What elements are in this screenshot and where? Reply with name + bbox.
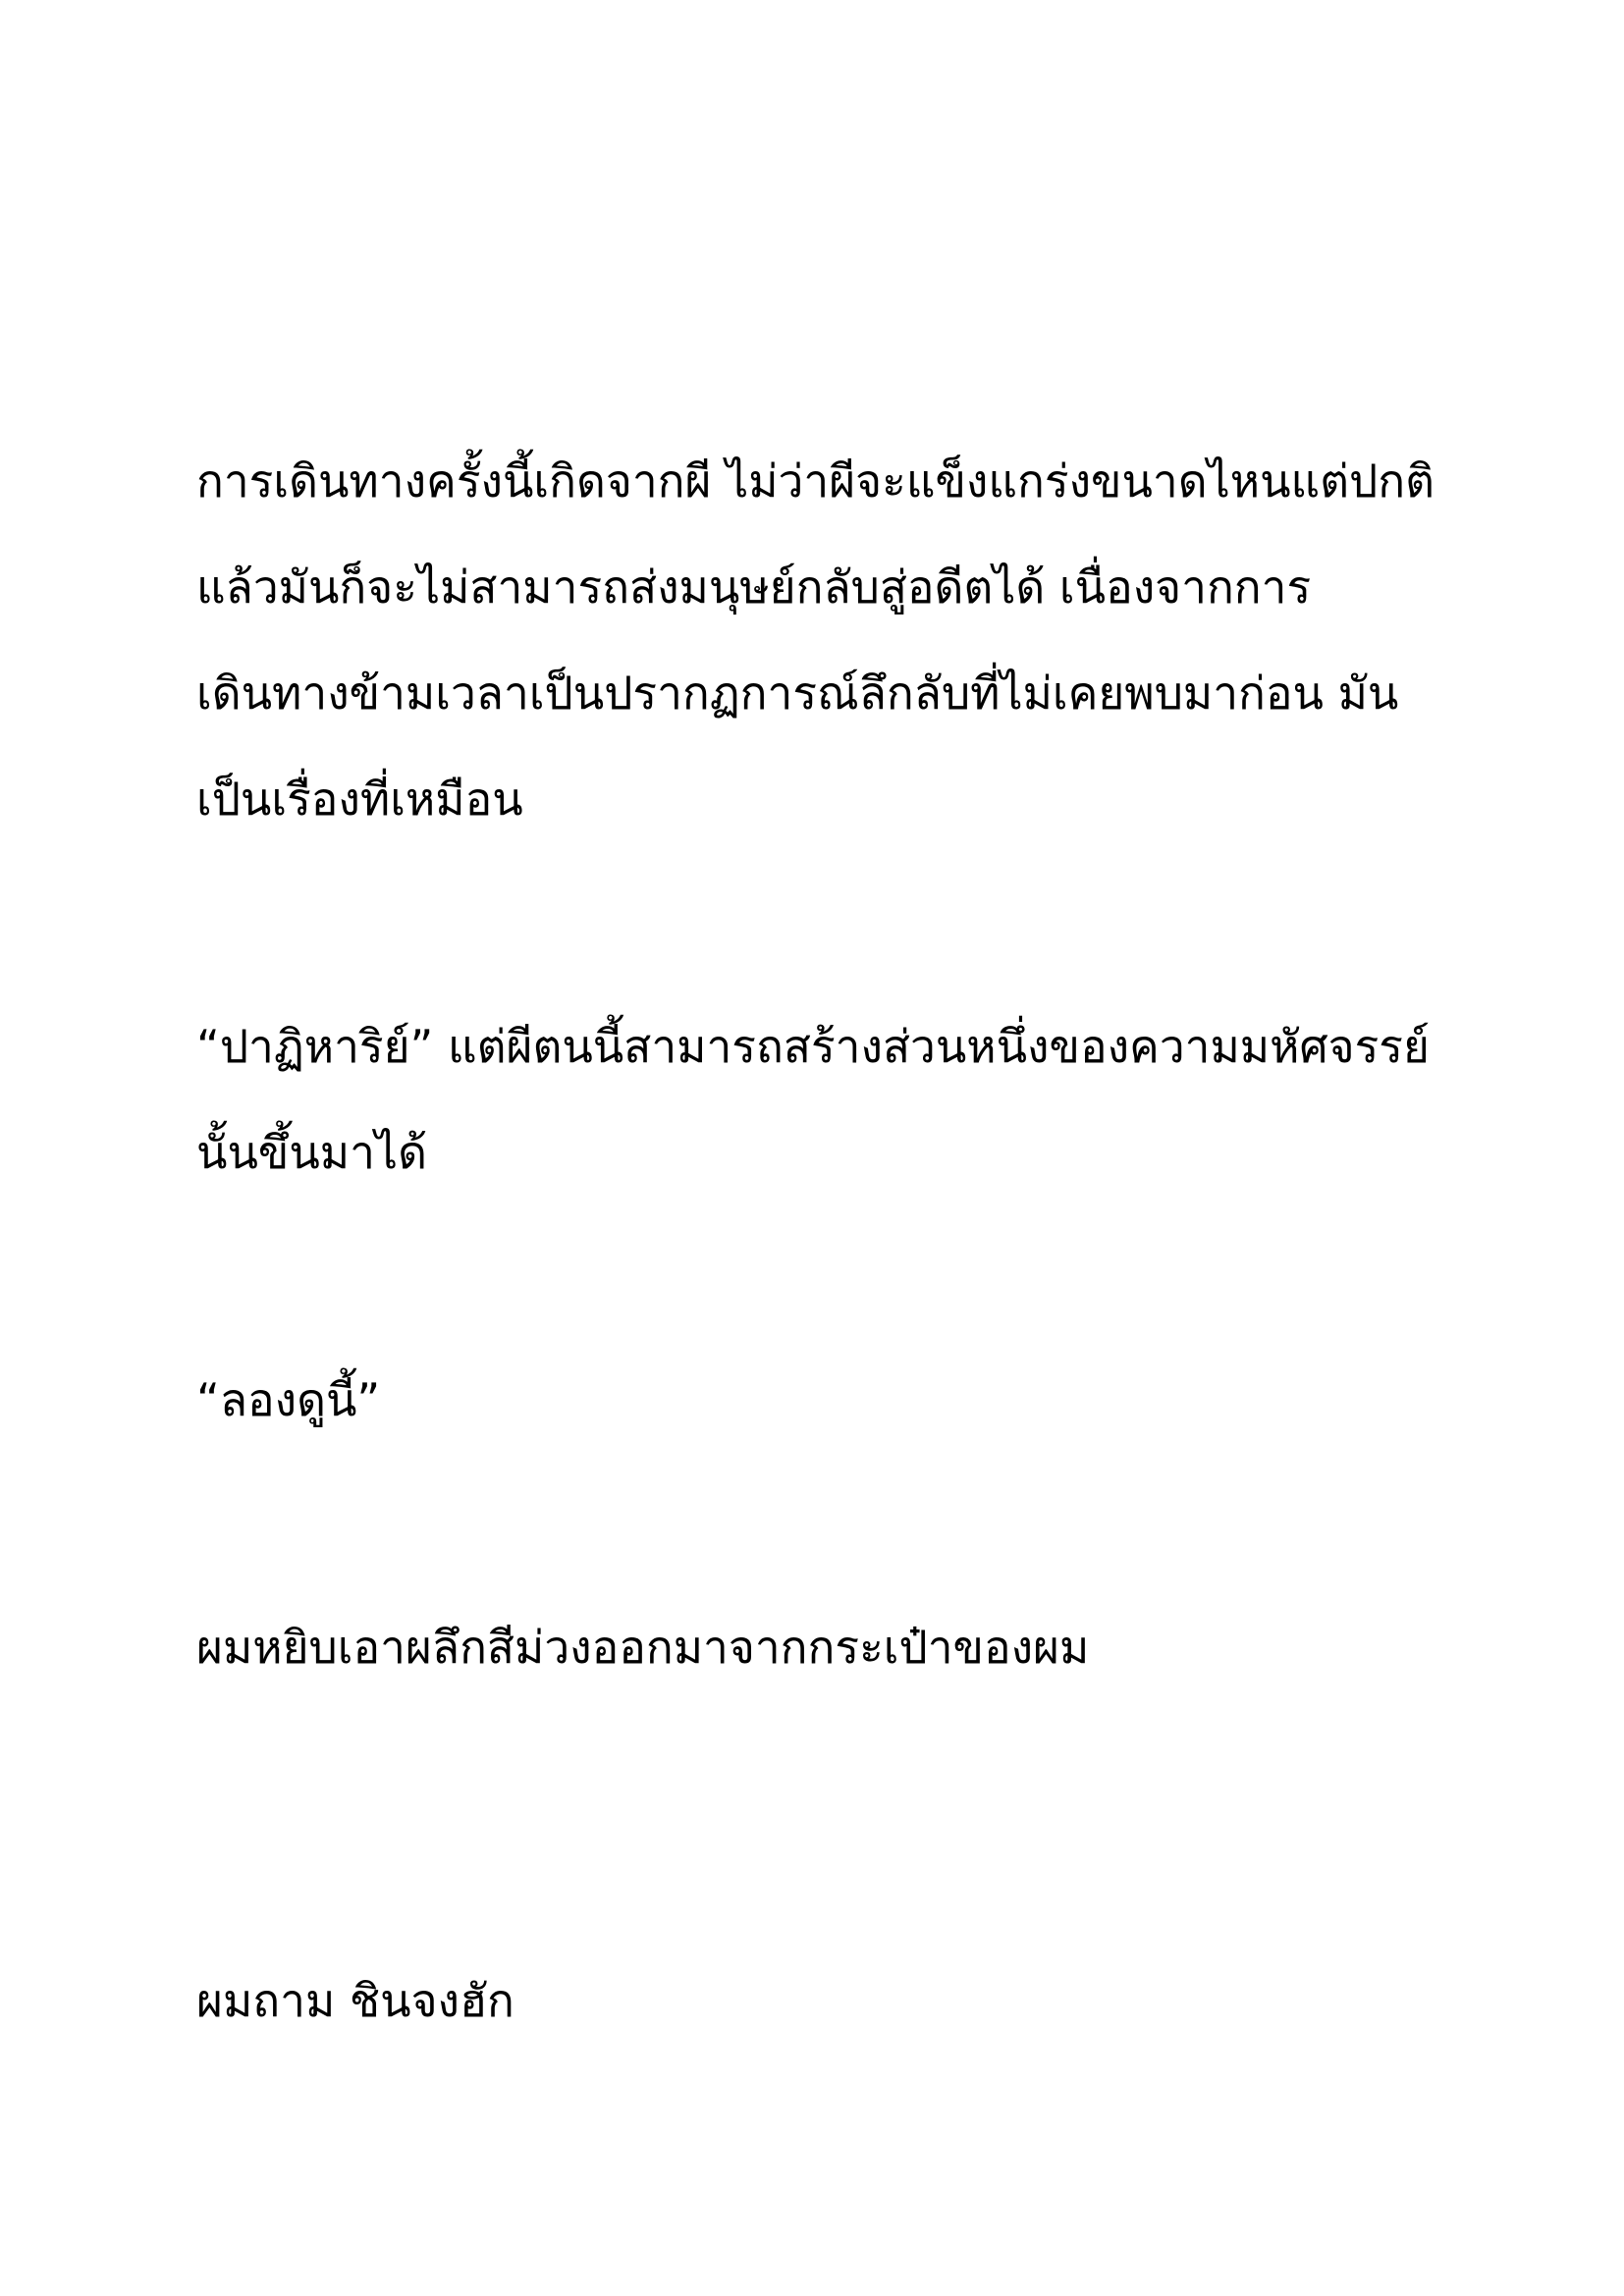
paragraph-2-line-2: นั้นขึ้นมาได้ — [196, 1126, 427, 1179]
paragraph-1-line-3: เดินทางข้ามเวลาเป็นปรากฏการณ์ลึกลับที่ไม่เคยพบมาก่อน มัน — [196, 667, 1399, 720]
paragraph-1-line-1: การเดินทางครั้งนี้เกิดจากผี ไม่ว่าผีจะแข็งแกร่งขนาดไหนแต่ปกติ — [196, 454, 1435, 507]
paragraph-3-line-1: “ลองดูนี้” — [196, 1373, 381, 1426]
paragraph-4-line-1: ผมหยิบเอาผลึกสีม่วงออกมาจากกระเป๋าของผม — [196, 1621, 1090, 1674]
paragraph-1-line-2: แล้วมันก็จะไม่สามารถส่งมนุษย์กลับสู่อดีตได้ เนื่องจากการ — [196, 561, 1312, 614]
paragraph-2-line-1: “ปาฏิหาริย์” แต่ผีตนนี้สามารถสร้างส่วนหนึ่งของความมหัศจรรย์ — [196, 1020, 1430, 1073]
paragraph-1-line-4: เป็นเรื่องที่เหมือน — [196, 773, 523, 826]
paragraph-5-line-1: ผมถาม ชินจงฮัก — [196, 1974, 514, 2027]
